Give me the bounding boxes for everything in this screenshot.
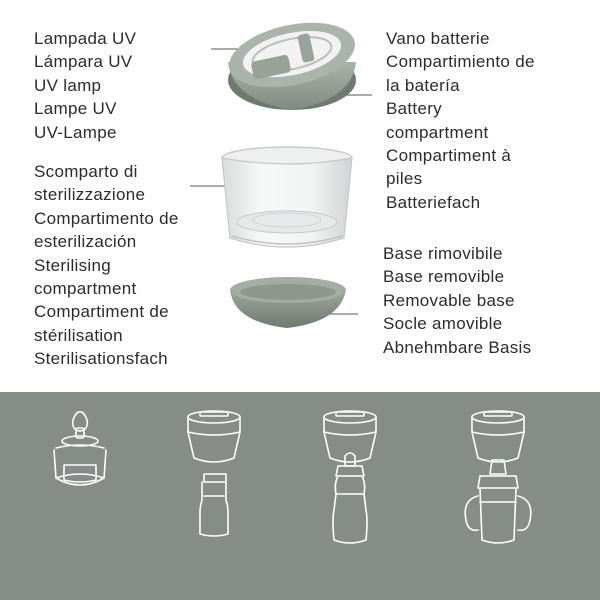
sterilising-compartment-label: Scomparto di sterilizzazione Compartimento de esterilización Sterilising compartment Compartiment de stérilisation Sterilisationsfach xyxy=(34,162,179,369)
removable-base-label: Base rimovibile Base removible Removable base Socle amovible Abnehmbare Basis xyxy=(383,244,532,357)
uv-lamp-label: Lampada UV Lámpara UV UV lamp Lampe UV UV-Lampe xyxy=(34,29,137,142)
battery-compartment-label: Vano batterie Compartimiento de la batería Battery compartment Compartiment à piles Batteriefach xyxy=(386,29,535,212)
sterilising-compartment-image xyxy=(222,147,352,247)
uv-lamp-cap-image xyxy=(223,12,361,110)
pacifier-in-sterilizer-icon xyxy=(54,412,106,485)
sterilizer-on-sippy-cup-icon xyxy=(465,411,531,543)
sterilizer-on-feeding-bottle-icon xyxy=(324,411,376,543)
removable-base-image xyxy=(230,277,346,328)
sterilizer-on-bottle-icon xyxy=(188,411,240,536)
